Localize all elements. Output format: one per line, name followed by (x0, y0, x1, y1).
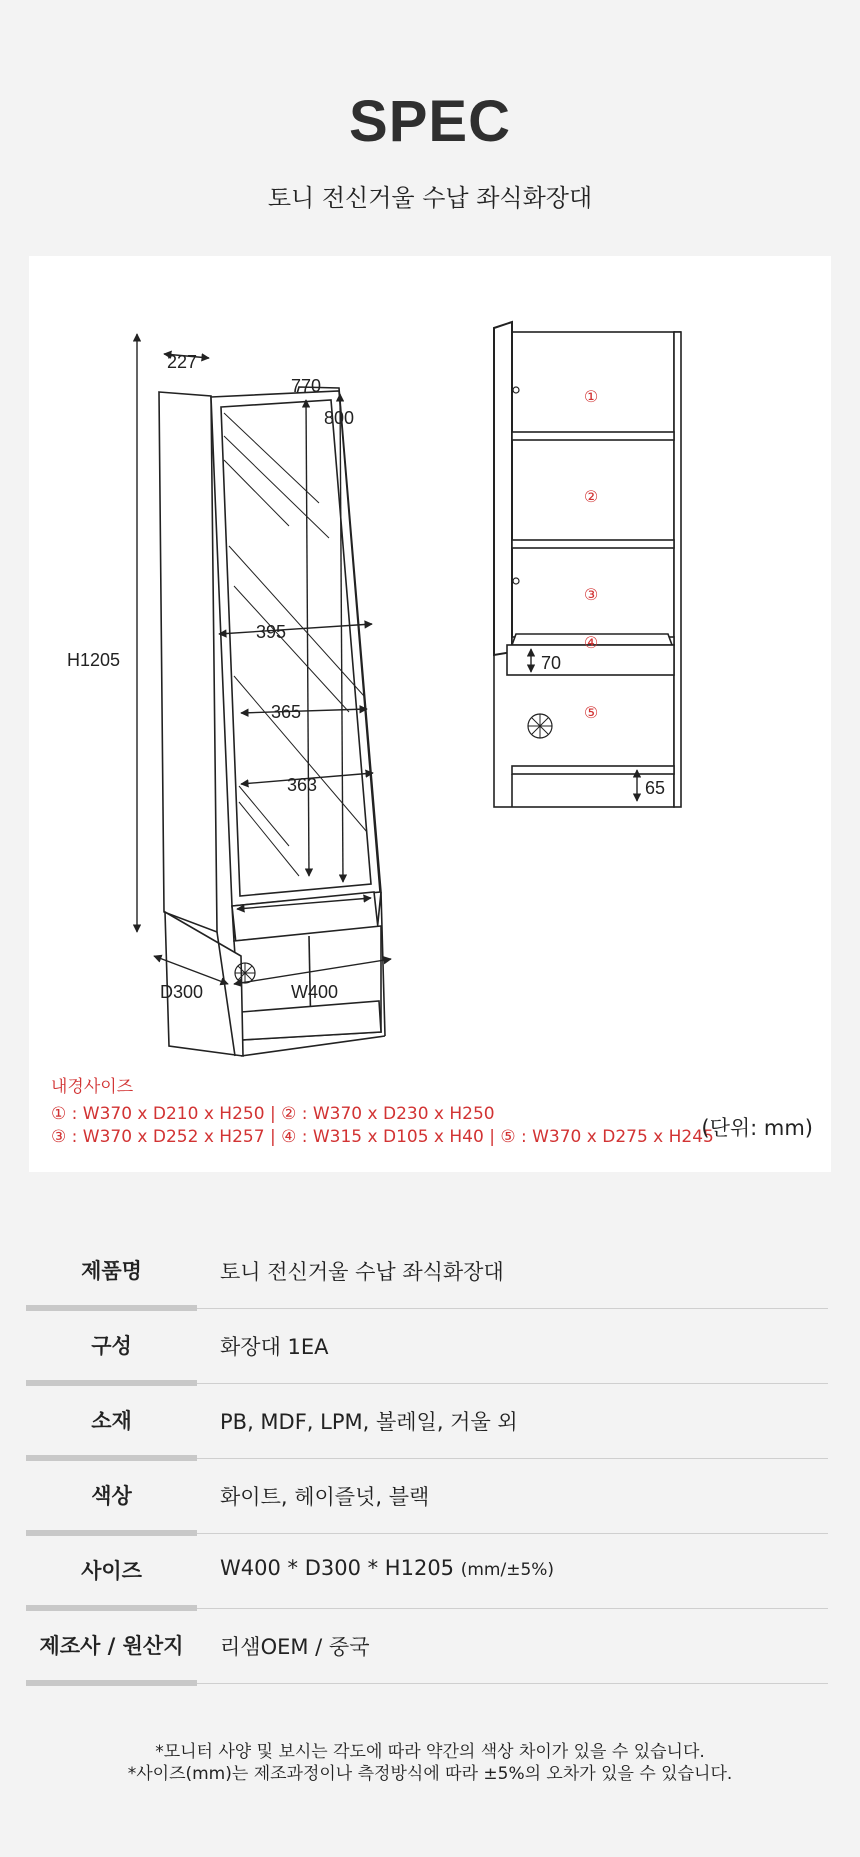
spec-title: SPEC (349, 89, 511, 154)
product-diagram (29, 256, 831, 1172)
row-divider (197, 1383, 828, 1384)
spec-value: 화장대 1EA (220, 1335, 329, 1359)
spec-label: 색상 (91, 1484, 132, 1508)
footer-notes (0, 1741, 860, 1785)
inner-size-line: ① : W370 x D210 x H250 | ② : W370 x D230 x H250 (51, 1104, 495, 1124)
inner-size-label: 내경사이즈 (51, 1077, 134, 1097)
spec-row (26, 1536, 828, 1611)
size-tolerance: (mm/±5%) (460, 1560, 555, 1580)
dim-mirror-inner-width: 365 (271, 702, 302, 722)
spec-table (26, 1236, 828, 1686)
spec-value: 토니 전신거울 수납 좌식화장대 (220, 1260, 504, 1284)
dim-mirror-inner-height: 770 (291, 376, 322, 396)
spec-row (26, 1461, 828, 1536)
compartment-marker-4: ④ (583, 633, 599, 652)
spec-value: 화이트, 헤이즐넛, 블랙 (220, 1485, 430, 1509)
row-divider (197, 1683, 828, 1684)
spec-label: 제조사 / 원산지 (39, 1634, 184, 1658)
cabinet-side-panel (159, 392, 217, 932)
shelf-line (512, 540, 674, 548)
mirror-glass (221, 400, 371, 896)
dim-base-height: 65 (645, 778, 666, 798)
dim-total-height: H1205 (67, 650, 121, 670)
spec-row (26, 1236, 828, 1311)
dim-mirror-outer-height: 800 (324, 408, 355, 428)
compartment-marker-1: ① (583, 387, 599, 406)
unit-label: (단위: mm) (701, 1116, 813, 1140)
compartment-marker-5: ⑤ (583, 703, 599, 722)
dim-depth-top: 227 (167, 352, 198, 372)
diagram-panel (29, 256, 831, 1172)
dim-mirror-outer-width: 395 (256, 622, 287, 642)
dim-drawer-height: 70 (541, 653, 562, 673)
dim-depth: D300 (160, 982, 204, 1002)
row-divider (197, 1533, 828, 1534)
spec-row (26, 1311, 828, 1386)
spec-value: 리샘OEM / 중국 (220, 1635, 370, 1659)
shelf-line (512, 432, 674, 440)
row-divider (197, 1608, 828, 1609)
product-subtitle: 토니 전신거울 수납 좌식화장대 (267, 184, 593, 212)
compartment-marker-2: ② (583, 487, 599, 506)
spec-label: 제품명 (81, 1259, 142, 1283)
row-divider (197, 1308, 828, 1309)
inner-size-line: ③ : W370 x D252 x H257 | ④ : W315 x D105 x H40 | ⑤ : W370 x D275 x H245 (51, 1127, 714, 1147)
spec-label: 구성 (91, 1334, 132, 1358)
spec-value: PB, MDF, LPM, 볼레일, 거울 외 (220, 1410, 518, 1434)
spec-row (26, 1386, 828, 1461)
spec-row (26, 1611, 828, 1686)
spec-label: 소재 (91, 1409, 132, 1433)
dim-drawer-width: 363 (287, 775, 318, 795)
spec-label: 사이즈 (81, 1559, 142, 1583)
footer-note: *사이즈(mm)는 제조과정이나 측정방식에 따라 ±5%의 오차가 있을 수 있습니다. (127, 1764, 733, 1784)
spec-value (220, 1556, 554, 1580)
dim-width: W400 (291, 982, 339, 1002)
footer-note: *모니터 사양 및 보시는 각도에 따라 약간의 색상 차이가 있을 수 있습니다. (155, 1742, 705, 1762)
size-value: W400 * D300 * H1205 (220, 1556, 461, 1580)
row-divider (26, 1680, 197, 1686)
base-plinth (512, 766, 674, 774)
row-divider (197, 1458, 828, 1459)
compartment-marker-3: ③ (583, 585, 599, 604)
side-view-door (494, 322, 512, 655)
